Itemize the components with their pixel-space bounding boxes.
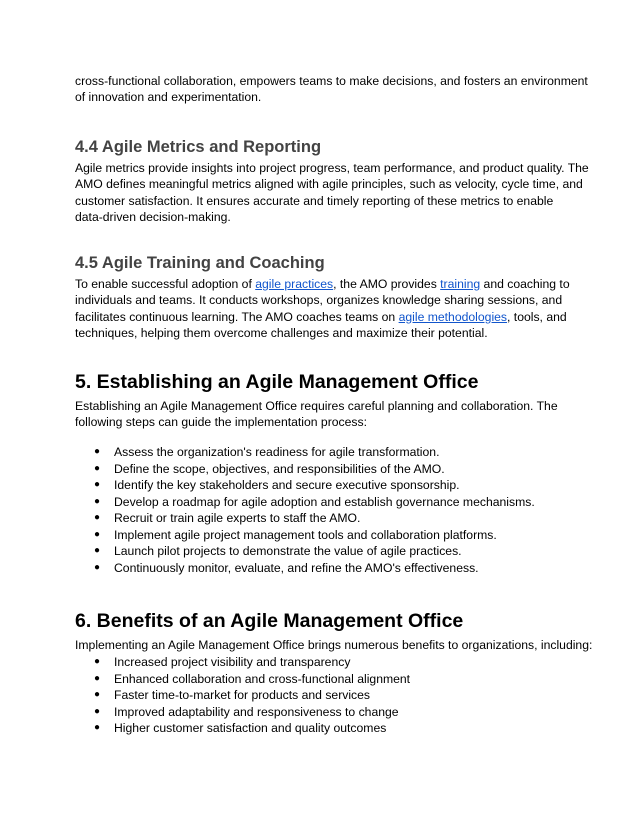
list-item-text: Enhanced collaboration and cross-functional alignment — [114, 671, 411, 686]
list-item-text: Faster time-to-market for products and services — [114, 688, 371, 702]
intro-paragraph — [75, 73, 588, 106]
list-item-text: Identify the key stakeholders and secure executive sponsorship. — [114, 478, 460, 492]
bullet-icon: ● — [94, 462, 101, 474]
bullet-icon: ● — [94, 656, 101, 667]
list-item — [75, 720, 410, 737]
text-line: Implementing an Agile Management Office brings numerous benefits to organizations, including: — [75, 638, 593, 652]
training-paragraph — [75, 276, 575, 341]
agile-practices-link[interactable]: agile practices — [255, 277, 334, 291]
list-item-text: Launch pilot projects to demonstrate the value of agile practices. — [114, 544, 462, 558]
bullet-icon: ● — [94, 545, 101, 556]
text-line: customer satisfaction. It ensures accurate and timely reporting of these metrics to enable — [75, 193, 554, 208]
text-run: facilitates continuous learning. The AMO coaches teams on — [75, 309, 399, 324]
text-line: data-driven decision-making. — [75, 209, 231, 224]
bullet-icon: ● — [94, 561, 101, 573]
text-line: individuals and teams. It conducts workshops, organizes knowledge sharing sessions, and — [75, 293, 563, 308]
list-item-text: Develop a roadmap for agile adoption and establish governance mechanisms. — [114, 494, 535, 509]
list-item-text: Define the scope, objectives, and responsibilities of the AMO. — [114, 461, 445, 476]
bullet-icon: ● — [94, 512, 101, 523]
list-item-text: Improved adaptability and responsiveness to change — [114, 704, 399, 719]
list-item — [75, 510, 535, 527]
list-item-text: Continuously monitor, evaluate, and refine the AMO's effectiveness. — [114, 560, 479, 575]
list-item-text: Higher customer satisfaction and quality outcomes — [114, 721, 387, 735]
list-item — [75, 560, 535, 577]
list-item — [75, 527, 535, 544]
text-run: , the AMO provides — [333, 277, 441, 291]
text-line: following steps can guide the implementation process: — [75, 415, 367, 430]
list-item — [75, 477, 535, 494]
list-item-text: Increased project visibility and transparency — [114, 655, 351, 669]
metrics-paragraph — [75, 160, 589, 225]
list-item-text: Implement agile project management tools and collaboration platforms. — [114, 527, 497, 542]
section-heading-5: 5. Establishing an Agile Management Office — [75, 371, 479, 393]
list-item — [75, 671, 410, 688]
bullet-icon: ● — [94, 705, 101, 717]
section-heading-4-5: 4.5 Agile Training and Coaching — [75, 254, 325, 272]
text-line — [75, 309, 575, 325]
text-line: Establishing an Agile Management Office requires careful planning and collaboration. The — [75, 399, 558, 413]
agile-methodologies-link[interactable]: agile methodologies — [398, 309, 508, 324]
bullet-icon: ● — [94, 446, 101, 457]
text-line: Agile metrics provide insights into project progress, team performance, and product quality. The — [75, 161, 589, 175]
list-item — [75, 687, 410, 704]
bullet-icon: ● — [94, 722, 101, 733]
list-item — [75, 654, 410, 671]
list-item — [75, 461, 535, 478]
benefits-list — [75, 654, 410, 737]
text-line: cross-functional collaboration, empowers teams to make decisions, and fosters an environment — [75, 74, 588, 88]
text-run: To enable successful adoption of — [75, 277, 256, 291]
bullet-icon: ● — [94, 479, 101, 490]
text-line: techniques, helping them overcome challenges and maximize their potential. — [75, 325, 488, 340]
training-link[interactable]: training — [440, 277, 481, 291]
section-heading-4-4: 4.4 Agile Metrics and Reporting — [75, 138, 322, 156]
list-item-text: Recruit or train agile experts to staff the AMO. — [114, 511, 361, 525]
list-item — [75, 704, 410, 721]
bullet-icon: ● — [94, 689, 101, 700]
text-line — [75, 276, 575, 292]
benefits-intro-paragraph — [75, 637, 593, 653]
bullet-icon: ● — [94, 528, 101, 540]
bullet-icon: ● — [94, 672, 101, 684]
text-run: and coaching to — [480, 277, 570, 291]
text-line: AMO defines meaningful metrics aligned with agile principles, such as velocity, cycle time, and — [75, 177, 583, 192]
implementation-steps-list — [75, 444, 535, 576]
list-item — [75, 494, 535, 511]
list-item — [75, 543, 535, 560]
text-line: of innovation and experimentation. — [75, 90, 262, 105]
section-heading-6: 6. Benefits of an Agile Management Office — [75, 610, 464, 632]
list-item-text: Assess the organization's readiness for agile transformation. — [114, 445, 440, 459]
establishing-paragraph — [75, 398, 575, 431]
text-run: , tools, and — [507, 309, 567, 324]
list-item — [75, 444, 535, 461]
bullet-icon: ● — [94, 495, 101, 507]
